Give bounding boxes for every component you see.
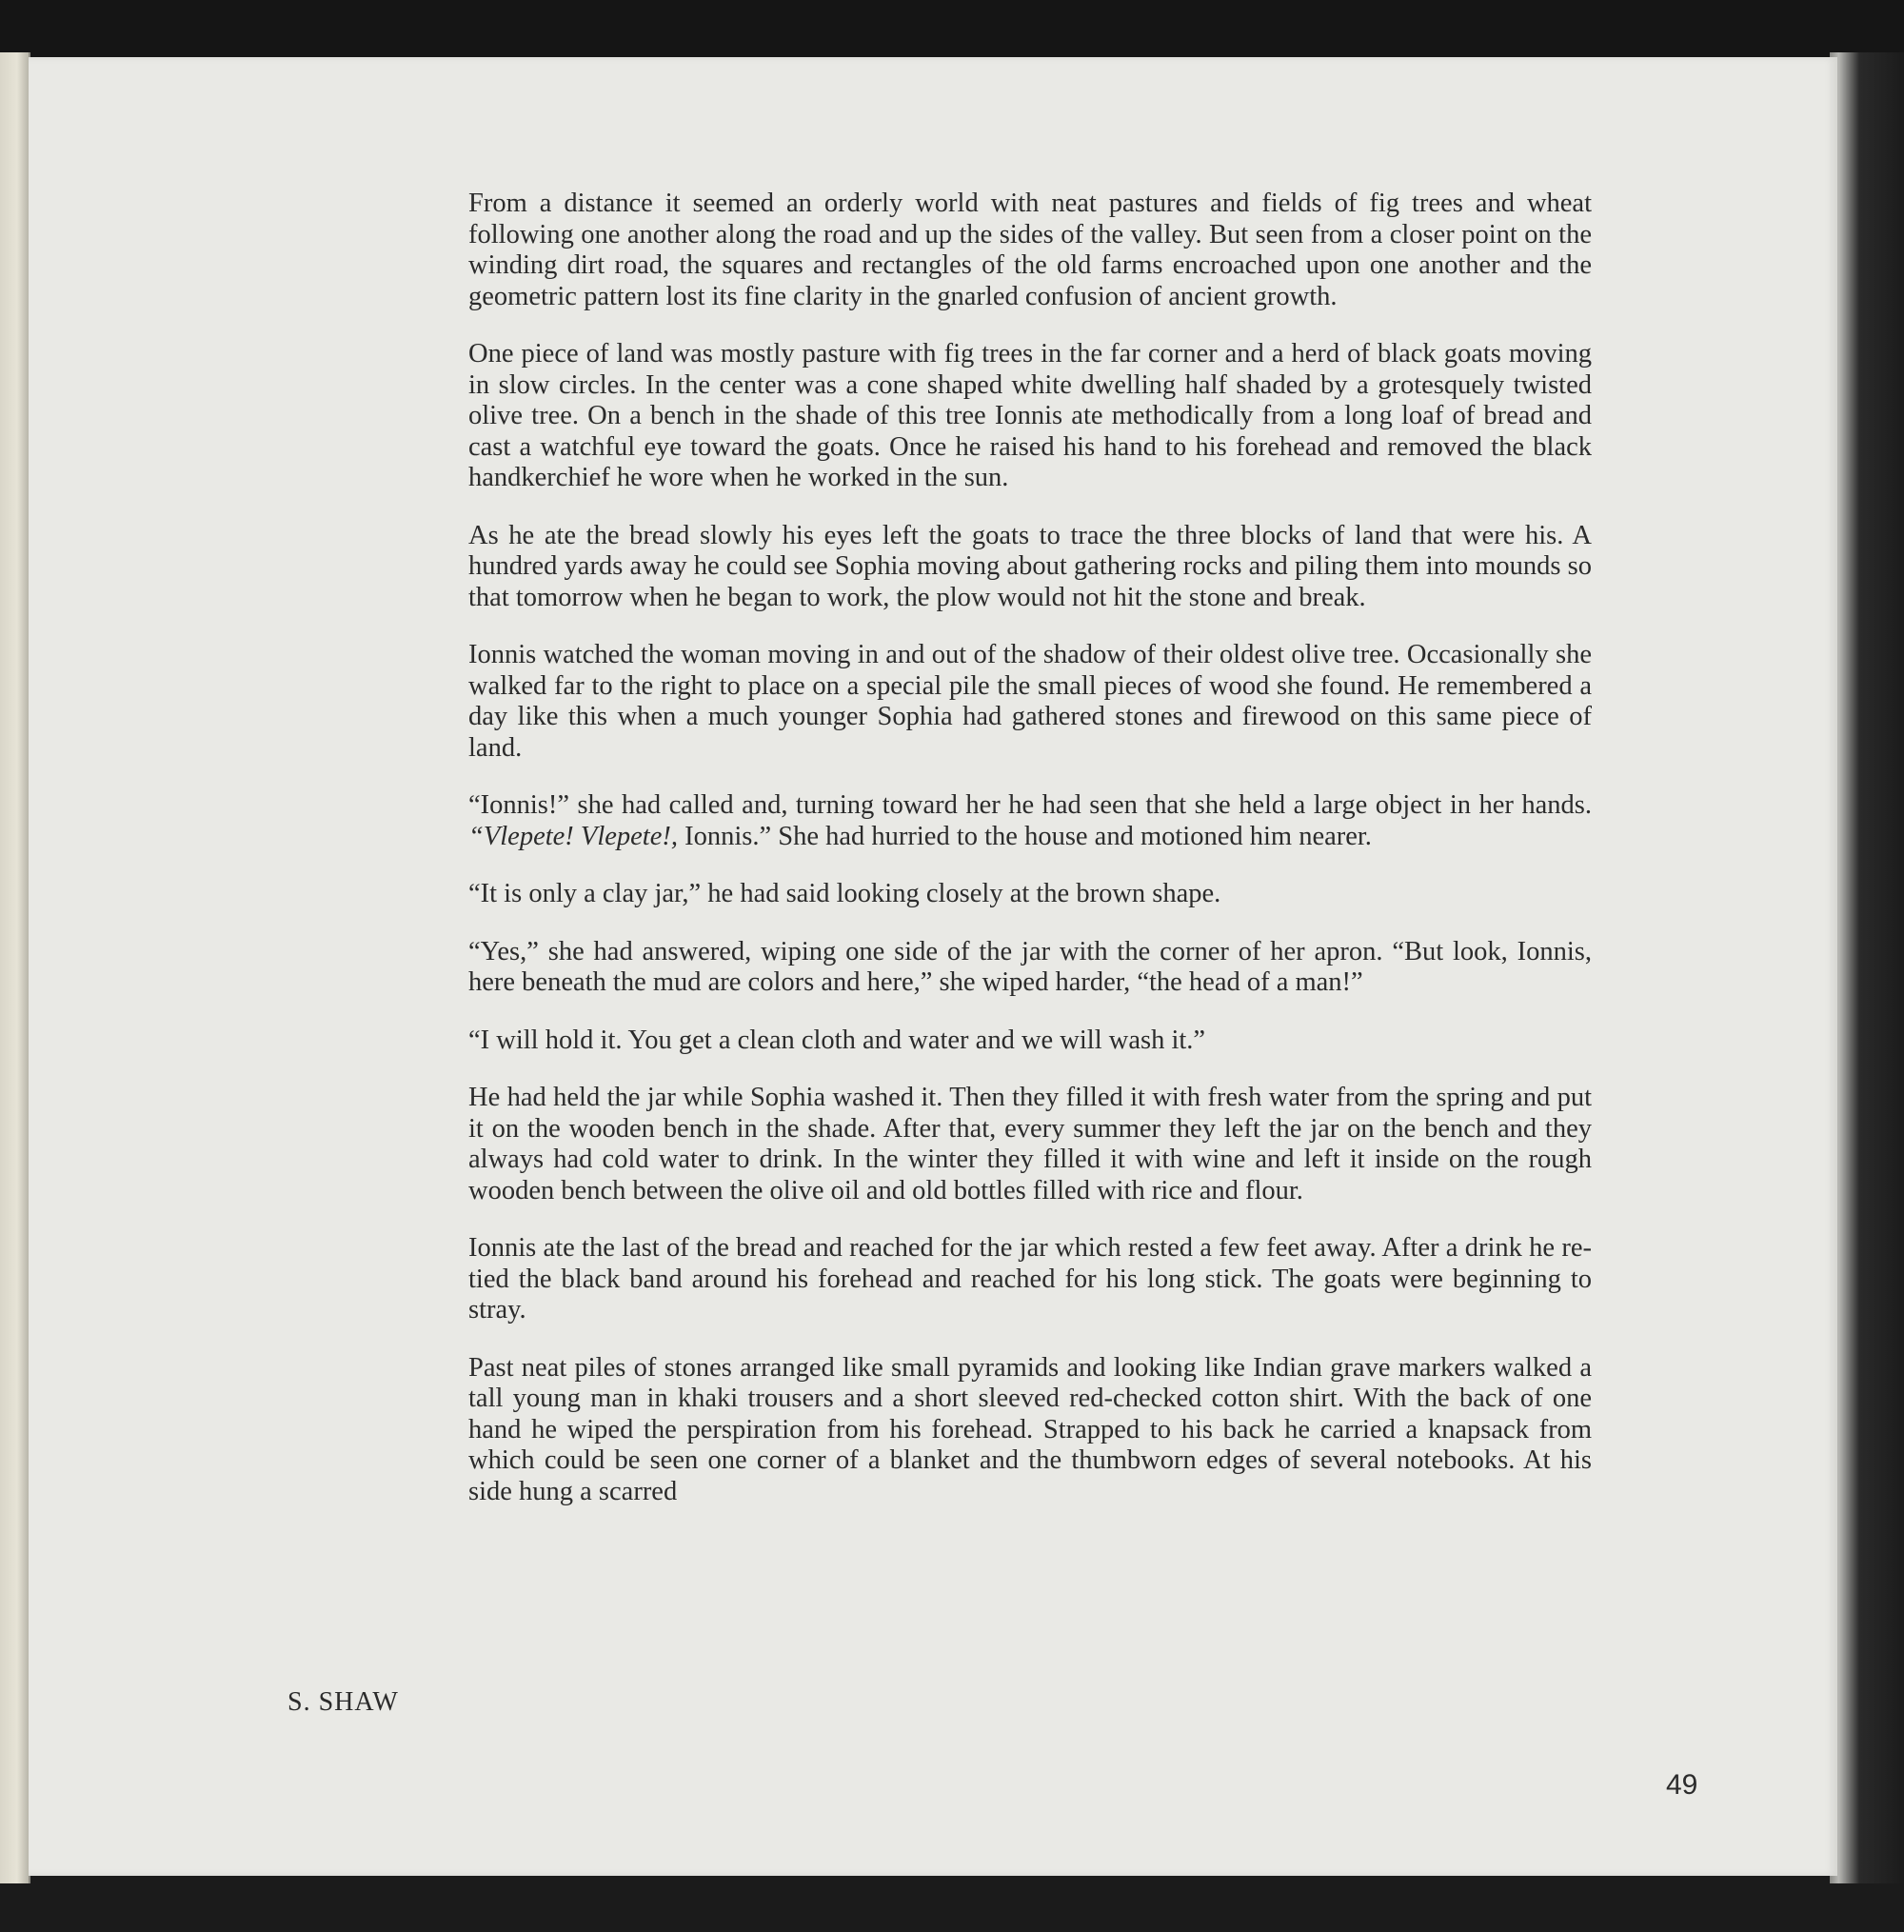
paragraph-6: “It is only a clay jar,” he had said looking closely at the brown shape. <box>468 879 1221 908</box>
paragraph-1: From a distance it seemed an orderly world with neat pastures and fields of fig trees and wheat following one another along the road and up the sides of the valley. But seen from a closer point on the winding dirt road, the squares and rectangles of the old farms encroached upon one another and the geometric pattern lost its fine clarity in the gnarled confusion of ancient growth. <box>468 189 1592 311</box>
paragraph-5-after: Ionnis.” She had hurried to the house and motioned him nearer. <box>677 821 1372 851</box>
paragraph-11: Past neat piles of stones arranged like small pyramids and looking like Indian grave markers walked a tall young man in khaki trousers and a short sleeved red-checked cotton shirt. With the back of one hand he wiped the perspiration from his forehead. Strapped to his back he carried a knapsack from which could be seen one corner of a blanket and the thumbworn edges of several notebooks. At his side hung a scarred <box>468 1352 1592 1506</box>
page-number: 49 <box>1666 1769 1698 1801</box>
paragraph-9: He had held the jar while Sophia washed it. Then they filled it with fresh water from the spring and put it on the wooden bench in the shade. After that, every summer they left the jar on the bench and they always had cold water to drink. In the winter they filled it with wine and left it inside on the rough wooden bench between the olive oil and old bottles filled with rice and flour. <box>468 1083 1592 1205</box>
paragraph-8: “I will hold it. You get a clean cloth and water and we will wash it.” <box>468 1025 1206 1055</box>
author-name: S. SHAW <box>288 1687 399 1717</box>
paragraph-5-before: “Ionnis!” she had called and, turning toward her he had seen that she held a large object in her hands. <box>468 790 1592 820</box>
book-binding-edge <box>0 52 30 1895</box>
bottom-background <box>0 1883 1904 1932</box>
paragraph-5 <box>468 790 1592 852</box>
page-right-edge <box>1830 52 1904 1895</box>
paragraph-3: As he ate the bread slowly his eyes left the goats to trace the three blocks of land that were his. A hundred yards away he could see Sophia moving about gathering rocks and piling them into mounds so that tomorrow when he began to work, the plow would not hit the stone and break. <box>468 520 1592 612</box>
paragraph-10: Ionnis ate the last of the bread and reached for the jar which rested a few feet away. After a drink he re-tied the black band around his forehead and reached for his long stick. The goats were beginning to stray. <box>468 1233 1592 1325</box>
body-text <box>468 189 1592 1534</box>
paragraph-7: “Yes,” she had answered, wiping one side of the jar with the corner of her apron. “But look, Ionnis, here beneath the mud are colors and here,” she wiped harder, “the head of a man!” <box>468 936 1592 997</box>
paragraph-2: One piece of land was mostly pasture with fig trees in the far corner and a herd of black goats moving in slow circles. In the center was a cone shaped white dwelling half shaded by a grotesquely twisted olive tree. On a bench in the shade of this tree Ionnis ate methodically from a long loaf of bread and cast a watchful eye toward the goats. Once he raised his hand to his forehead and removed the black handkerchief he wore when he worked in the sun. <box>468 339 1592 492</box>
paragraph-4: Ionnis watched the woman moving in and out of the shadow of their oldest olive tree. Occasionally she walked far to the right to place on a special pile the small pieces of wood she found. He remembered a day like this when a much younger Sophia had gathered stones and firewood on this same piece of land. <box>468 640 1592 763</box>
paragraph-5-greek-phrase: “Vlepete! Vlepete!, <box>468 821 678 851</box>
